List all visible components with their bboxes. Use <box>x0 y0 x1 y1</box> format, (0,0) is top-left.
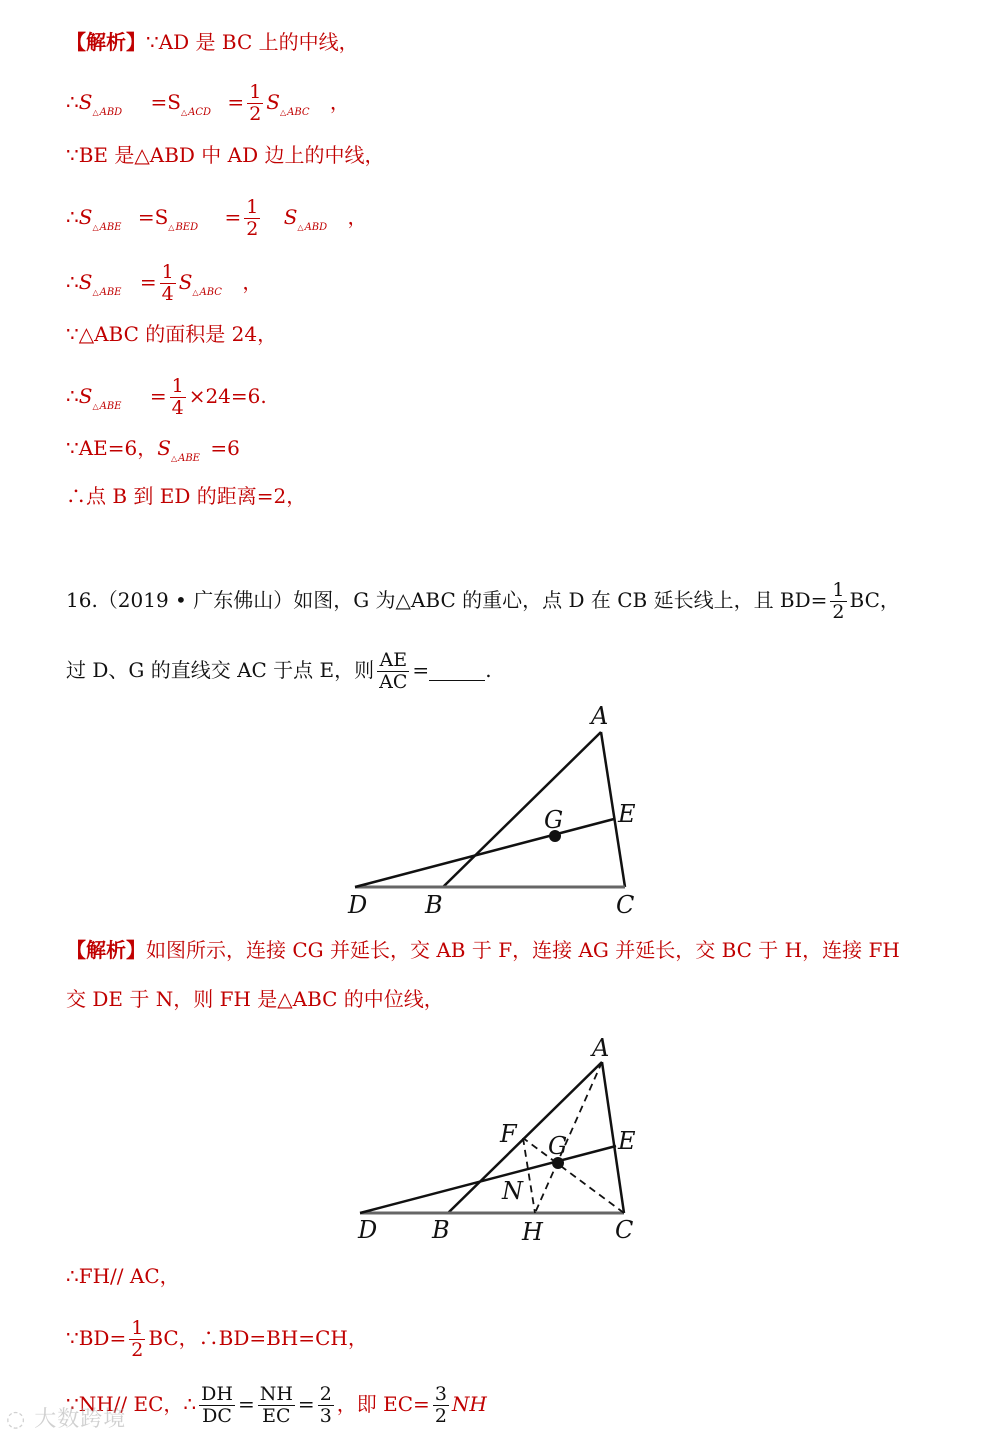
subscript: ABE <box>178 453 200 464</box>
label-n: N <box>502 1177 523 1205</box>
figure2-triangle <box>360 1062 624 1213</box>
triangle-icon: △ <box>181 108 188 117</box>
numerator: 1 <box>249 81 262 103</box>
fraction <box>433 1384 449 1427</box>
equation-part: ∵NH// EC，∴ <box>66 1392 197 1416</box>
equals: = <box>412 658 430 682</box>
punctuation: ， <box>242 270 263 294</box>
area-symbol: S <box>266 90 280 114</box>
solution2-line5 <box>66 1384 487 1427</box>
denominator: DC <box>202 1405 232 1427</box>
equation-part: NH <box>451 1392 487 1416</box>
problem-text: BC， <box>849 588 900 612</box>
equals: = <box>227 90 245 114</box>
triangle-icon: △ <box>92 223 99 232</box>
label-b: B <box>432 1216 450 1244</box>
solution-tag: 【解析】 <box>66 30 146 54</box>
equation-part: =S <box>150 90 182 114</box>
equals: = <box>297 1392 315 1416</box>
numerator: 1 <box>246 196 259 218</box>
label-g: G <box>548 1132 568 1160</box>
solution1-line6: ∵△ABC 的面积是 24， <box>66 322 278 346</box>
label-g: G <box>544 806 564 834</box>
numerator: 1 <box>161 261 174 283</box>
area-symbol: S <box>178 270 193 294</box>
solution1-line9: ∴点 B 到 ED 的距离=2， <box>66 484 307 508</box>
label-a: A <box>591 702 609 730</box>
numerator: AE <box>379 649 408 671</box>
numerator: 2 <box>319 1383 332 1405</box>
punctuation: ， <box>347 205 368 229</box>
equals: = <box>224 205 242 229</box>
punctuation: ， <box>329 90 350 114</box>
figure2-dashed-lines <box>523 1062 624 1213</box>
triangle-icon: △ <box>297 223 304 232</box>
subscript: ABC <box>287 107 310 118</box>
denominator: 4 <box>161 283 174 305</box>
equation-tail: ×24=6. <box>188 384 267 408</box>
figure1-triangle <box>355 732 625 887</box>
subscript: ABD <box>99 107 123 118</box>
watermark-text: 大数跨境 <box>34 1407 127 1432</box>
label-e: E <box>618 800 636 828</box>
solution-tag: 【解析】 <box>66 938 146 962</box>
triangle-icon: △ <box>192 288 199 297</box>
denominator: 2 <box>832 601 845 623</box>
area-symbol: S <box>78 270 93 294</box>
solution1-line3: ∵BE 是△ABD 中 AD 边上的中线， <box>66 143 385 167</box>
solution2-line2: 交 DE 于 N，则 FH 是△ABC 的中位线， <box>66 987 444 1011</box>
punctuation: . <box>485 658 492 682</box>
triangle-icon: △ <box>92 402 99 411</box>
subscript: ABE <box>99 287 122 298</box>
solution2-line4 <box>66 1318 368 1361</box>
solution2-line1 <box>66 936 900 964</box>
fraction <box>258 1384 295 1427</box>
equation-tail: =6 <box>210 436 240 460</box>
triangle-icon: △ <box>92 108 99 117</box>
label-c: C <box>615 1216 634 1244</box>
triangle-icon: △ <box>168 223 175 232</box>
denominator: 2 <box>249 103 262 125</box>
denominator: 2 <box>246 218 259 240</box>
label-h: H <box>522 1218 543 1246</box>
subscript: ABE <box>99 222 122 233</box>
numerator: NH <box>259 1383 293 1405</box>
equals: = <box>139 270 157 294</box>
subscript: ABC <box>199 287 222 298</box>
numerator: 1 <box>832 579 845 601</box>
triangle-icon: △ <box>170 454 178 463</box>
problem-text: 16.（2019 • 广东佛山）如图，G 为△ABC 的重心，点 D 在 CB 延长线上，且 BD= <box>66 588 828 612</box>
triangle-icon: △ <box>92 288 99 297</box>
numerator: 1 <box>171 375 184 397</box>
therefore-symbol: ∴ <box>66 384 79 408</box>
label-a: A <box>592 1034 610 1062</box>
area-symbol: S <box>157 436 171 460</box>
area-symbol: S <box>283 205 298 229</box>
therefore-symbol: ∴ <box>66 90 79 114</box>
equation-part: ∵BD= <box>66 1326 127 1350</box>
therefore-symbol: ∴ <box>66 270 79 294</box>
numerator: 1 <box>131 1317 144 1339</box>
problem-text: 过 D、G 的直线交 AC 于点 E，则 <box>66 658 375 682</box>
fraction <box>129 1318 145 1361</box>
numerator: DH <box>201 1383 233 1405</box>
numerator: 3 <box>434 1383 447 1405</box>
triangle-icon: △ <box>279 108 287 117</box>
text: ∵AD 是 BC 上的中线， <box>146 30 359 54</box>
denominator: 2 <box>131 1339 144 1361</box>
label-f: F <box>500 1120 517 1148</box>
watermark-logo-icon: ◌ <box>6 1407 27 1432</box>
label-c: C <box>616 891 635 919</box>
area-symbol: S <box>78 384 93 408</box>
subscript: ABE <box>99 401 122 412</box>
subscript: BED <box>175 222 199 233</box>
solution2-line3: ∴FH// AC， <box>66 1264 180 1288</box>
equation-part: ，即 EC= <box>336 1392 430 1416</box>
equation-part: =S <box>137 205 169 229</box>
because-clause: ∵AE=6， <box>66 436 158 460</box>
text: 如图所示，连接 CG 并延长，交 AB 于 F，连接 AG 并延长，交 BC 于 H，连接 FH <box>146 938 900 962</box>
label-e: E <box>618 1127 636 1155</box>
denominator: 3 <box>319 1405 332 1427</box>
equation-part: BC，∴BD=BH=CH， <box>148 1326 368 1350</box>
denominator: AC <box>379 671 408 693</box>
fraction <box>318 1384 334 1427</box>
equals: = <box>149 384 167 408</box>
label-d: D <box>358 1216 378 1244</box>
denominator: EC <box>262 1405 291 1427</box>
area-symbol: S <box>78 90 93 114</box>
denominator: 2 <box>434 1405 447 1427</box>
label-d: D <box>348 891 368 919</box>
therefore-symbol: ∴ <box>66 205 79 229</box>
denominator: 4 <box>171 397 184 419</box>
fraction <box>199 1384 235 1427</box>
subscript: ABD <box>304 222 328 233</box>
area-symbol: S <box>78 205 93 229</box>
subscript: ACD <box>188 107 212 118</box>
equals: = <box>237 1392 255 1416</box>
watermark <box>6 1402 126 1433</box>
label-b: B <box>425 891 443 919</box>
